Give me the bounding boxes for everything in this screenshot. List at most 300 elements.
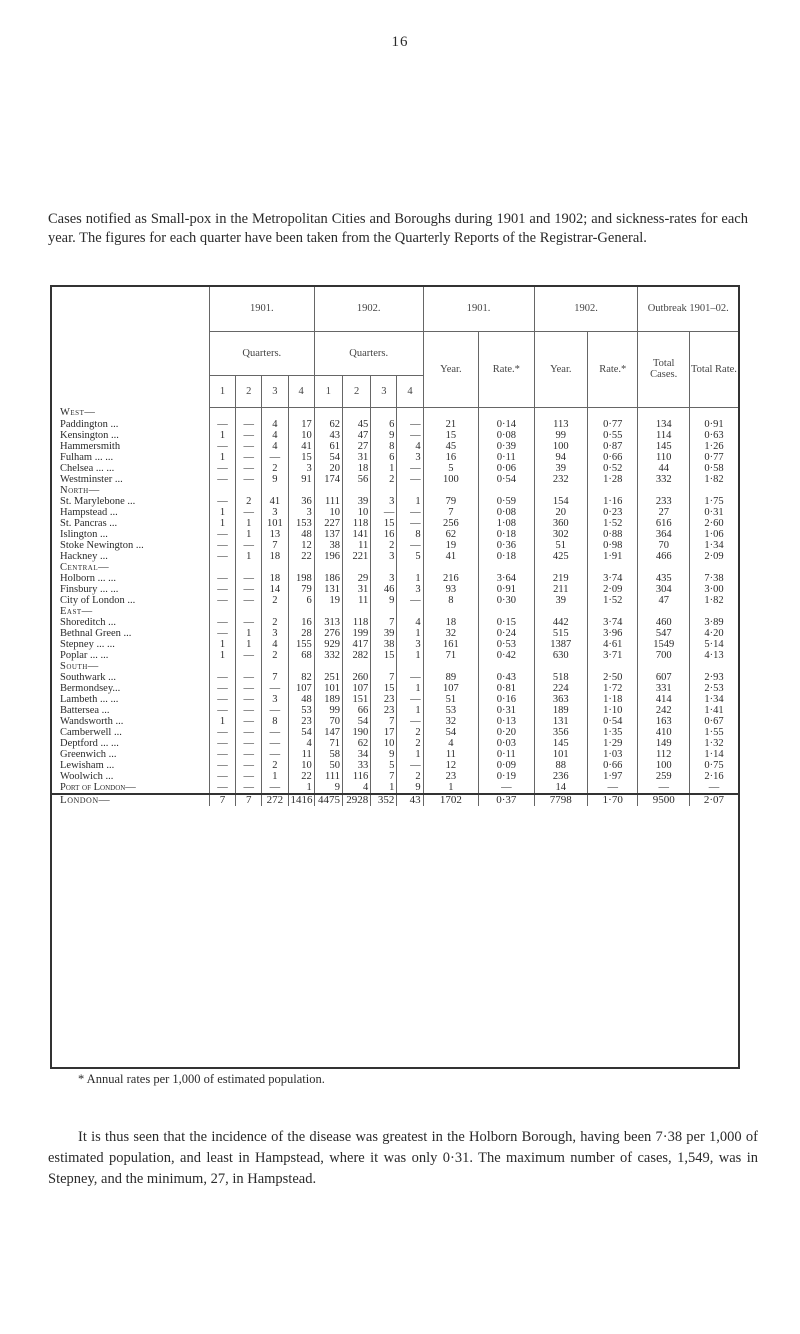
table-cell: 1·91 — [588, 551, 638, 562]
table-cell: 0·52 — [588, 463, 638, 474]
table-cell: 2·09 — [588, 584, 638, 595]
table-cell: 4 — [423, 738, 478, 749]
table-cell: 19 — [314, 595, 342, 606]
table-cell: — — [209, 672, 235, 683]
section-header-row — [52, 562, 738, 573]
table-cell: 53 — [423, 705, 478, 716]
table-cell — [209, 485, 235, 496]
table-cell: 39 — [534, 463, 587, 474]
table-cell: — — [397, 463, 423, 474]
table-cell: 89 — [423, 672, 478, 683]
table-cell: 1 — [209, 650, 235, 661]
table-cell: 58 — [314, 749, 342, 760]
table-cell: 1549 — [638, 639, 689, 650]
table-cell: 547 — [638, 628, 689, 639]
table-cell: 0·42 — [479, 650, 534, 661]
table-cell: 0·13 — [479, 716, 534, 727]
table-cell: 66 — [342, 705, 370, 716]
table-cell: 0·75 — [689, 760, 738, 771]
table-cell: — — [209, 463, 235, 474]
table-cell: 7 — [371, 672, 397, 683]
table-cell — [689, 606, 738, 617]
table-cell: 9 — [314, 782, 342, 794]
table-cell: 0·37 — [479, 794, 534, 806]
table-cell: — — [236, 716, 262, 727]
header-total-cases: Total Cases. — [638, 331, 689, 407]
table-cell: 0·24 — [479, 628, 534, 639]
table-cell: — — [236, 441, 262, 452]
table-cell: — — [588, 782, 638, 794]
table-cell: 1·70 — [588, 794, 638, 806]
district-name: Greenwich ... — [60, 748, 117, 760]
table-cell: 12 — [423, 760, 478, 771]
table-cell — [371, 562, 397, 573]
smallpox-table — [50, 285, 740, 1069]
table-row — [52, 639, 738, 650]
table-cell: 0·91 — [479, 584, 534, 595]
table-cell: 414 — [638, 694, 689, 705]
table-cell: 47 — [638, 595, 689, 606]
table-cell: 256 — [423, 518, 478, 529]
table-cell: 47 — [342, 430, 370, 441]
table-cell: 1 — [209, 452, 235, 463]
table-cell — [236, 407, 262, 419]
table-cell — [534, 485, 587, 496]
table-cell: 189 — [534, 705, 587, 716]
table-cell: 3 — [397, 452, 423, 463]
table-cell: 22 — [288, 551, 314, 562]
table-cell: 276 — [314, 628, 342, 639]
table-cell: 929 — [314, 639, 342, 650]
table-cell: 3 — [397, 639, 423, 650]
table-cell: 3 — [397, 584, 423, 595]
table-cell — [397, 485, 423, 496]
header-q4-1901: 4 — [288, 375, 314, 407]
table-cell: 163 — [638, 716, 689, 727]
table-cell: 189 — [314, 694, 342, 705]
table-cell: 31 — [342, 452, 370, 463]
table-row — [52, 584, 738, 595]
table-cell: 101 — [534, 749, 587, 760]
table-cell: 2 — [262, 650, 288, 661]
district-name: Hackney ... — [60, 550, 108, 562]
table-cell: 0·16 — [479, 694, 534, 705]
table-cell — [288, 606, 314, 617]
table-row — [52, 518, 738, 529]
district-name: Hammersmith — [60, 440, 121, 452]
district-name: Kensington ... — [60, 429, 119, 441]
table-row — [52, 771, 738, 782]
table-cell: 91 — [288, 474, 314, 485]
table-cell: 11 — [423, 749, 478, 760]
table-cell: 6 — [288, 595, 314, 606]
district-name: Port of London— — [60, 781, 136, 793]
table-cell: 10 — [371, 738, 397, 749]
table-cell: 1·28 — [588, 474, 638, 485]
table-cell — [262, 562, 288, 573]
table-cell: 88 — [534, 760, 587, 771]
table-cell: 1 — [236, 639, 262, 650]
table-cell: 4·20 — [689, 628, 738, 639]
table-cell: 8 — [397, 529, 423, 540]
table-cell: 8 — [371, 441, 397, 452]
district-name: City of London ... — [60, 594, 136, 606]
table-cell: 3·74 — [588, 617, 638, 628]
table-cell — [479, 485, 534, 496]
table-cell: — — [479, 782, 534, 794]
table-cell: 6 — [371, 419, 397, 430]
table-cell: — — [236, 705, 262, 716]
table-cell — [397, 606, 423, 617]
table-cell: — — [236, 782, 262, 794]
table-row — [52, 551, 738, 562]
table-cell: 4 — [262, 441, 288, 452]
table-cell — [638, 407, 689, 419]
table-cell: 616 — [638, 518, 689, 529]
table-cell: 2·16 — [689, 771, 738, 782]
table-cell: 1702 — [423, 794, 478, 806]
table-cell: 147 — [314, 727, 342, 738]
table-row — [52, 496, 738, 507]
table-cell: 3·71 — [588, 650, 638, 661]
table-row — [52, 474, 738, 485]
table-cell: 46 — [371, 584, 397, 595]
table-cell: 153 — [288, 518, 314, 529]
table-cell: 16 — [423, 452, 478, 463]
table-cell: 0·66 — [588, 452, 638, 463]
table-cell: 51 — [423, 694, 478, 705]
table-cell: 221 — [342, 551, 370, 562]
header-q1-1901: 1 — [209, 375, 235, 407]
table-cell: 352 — [371, 794, 397, 806]
table-cell: 1416 — [288, 794, 314, 806]
table-cell: 363 — [534, 694, 587, 705]
district-name: Deptford ... ... — [60, 737, 119, 749]
district-name: St. Marylebone ... — [60, 495, 136, 507]
conclusion-paragraph: It is thus seen that the incidence of the disease was greatest in the Holborn Borough, having been 7·38 per 1,000 of estimated population, and least in Hampstead, where it was only 0·31. The maximum number of cases, 1,549, was in Stepney, and the minimum, 27, in Hampstead. — [48, 1129, 758, 1187]
table-cell: 3·96 — [588, 628, 638, 639]
table-cell: 0·67 — [689, 716, 738, 727]
table-cell: 1·97 — [588, 771, 638, 782]
table-cell: 360 — [534, 518, 587, 529]
table-cell: 1·10 — [588, 705, 638, 716]
table-cell: 174 — [314, 474, 342, 485]
table-cell: 0·87 — [588, 441, 638, 452]
table-cell: — — [638, 782, 689, 794]
table-cell: 161 — [423, 639, 478, 650]
table-cell: 4 — [288, 738, 314, 749]
district-name: Bethnal Green ... — [60, 627, 132, 639]
table-cell: 50 — [314, 760, 342, 771]
table-cell: — — [236, 584, 262, 595]
table-cell — [371, 485, 397, 496]
table-cell: — — [262, 782, 288, 794]
table-cell: 251 — [314, 672, 342, 683]
table-cell: 1·82 — [689, 595, 738, 606]
table-cell: 2·50 — [588, 672, 638, 683]
table-cell — [314, 562, 342, 573]
table-cell: 2 — [262, 617, 288, 628]
table-cell: 3 — [371, 573, 397, 584]
table-cell: 15 — [371, 650, 397, 661]
table-cell — [262, 407, 288, 419]
table-cell: 39 — [371, 628, 397, 639]
table-cell: 29 — [342, 573, 370, 584]
table-cell: 9 — [371, 430, 397, 441]
table-cell: 111 — [314, 496, 342, 507]
table-cell: 71 — [314, 738, 342, 749]
table-cell: 93 — [423, 584, 478, 595]
table-cell — [209, 407, 235, 419]
table-cell: 3·00 — [689, 584, 738, 595]
table-cell: 9 — [397, 782, 423, 794]
table-cell: 3·64 — [479, 573, 534, 584]
table-cell: 313 — [314, 617, 342, 628]
table-cell: — — [397, 430, 423, 441]
table-cell: 0·91 — [689, 419, 738, 430]
table-cell: 11 — [342, 540, 370, 551]
table-row — [52, 628, 738, 639]
table-cell: 0·18 — [479, 551, 534, 562]
table-row — [52, 650, 738, 661]
table-cell: 2 — [371, 540, 397, 551]
table-cell: — — [397, 716, 423, 727]
table-cell: 45 — [423, 441, 478, 452]
table-row — [52, 507, 738, 518]
table-cell: 518 — [534, 672, 587, 683]
table-cell: 71 — [423, 650, 478, 661]
table-cell: 2 — [397, 738, 423, 749]
table-cell: 0·20 — [479, 727, 534, 738]
table-cell — [342, 661, 370, 672]
table-row — [52, 529, 738, 540]
table-cell: — — [397, 595, 423, 606]
table-cell: — — [209, 760, 235, 771]
table-cell — [342, 606, 370, 617]
table-cell: 1·41 — [689, 705, 738, 716]
table-cell: 7798 — [534, 794, 587, 806]
table-cell: 1 — [288, 782, 314, 794]
table-cell: 3 — [262, 507, 288, 518]
table-cell: 145 — [638, 441, 689, 452]
table-cell: 111 — [314, 771, 342, 782]
table-cell — [236, 562, 262, 573]
table-cell: 19 — [423, 540, 478, 551]
table-cell: 14 — [262, 584, 288, 595]
district-name: Central— — [60, 561, 110, 573]
table-cell: 1·06 — [689, 529, 738, 540]
table-cell: 0·98 — [588, 540, 638, 551]
table-cell — [314, 661, 342, 672]
table-cell: 2 — [262, 463, 288, 474]
header-year-1902: Year. — [534, 331, 587, 407]
district-header — [52, 287, 209, 407]
table-cell: — — [236, 727, 262, 738]
table-cell: 0·15 — [479, 617, 534, 628]
table-cell: 466 — [638, 551, 689, 562]
table-row — [52, 573, 738, 584]
district-name: Stoke Newington ... — [60, 539, 144, 551]
table-cell: 1 — [397, 496, 423, 507]
header-year-1901: Year. — [423, 331, 478, 407]
table-cell: 0·77 — [588, 419, 638, 430]
table-cell: 7 — [262, 540, 288, 551]
table-cell: 20 — [314, 463, 342, 474]
table-cell: 54 — [314, 452, 342, 463]
table-cell: 0·18 — [479, 529, 534, 540]
table-body — [52, 407, 738, 806]
table-cell: 0·63 — [689, 430, 738, 441]
table-row — [52, 760, 738, 771]
table-cell: 5 — [371, 760, 397, 771]
table-cell: — — [689, 782, 738, 794]
table-cell: 232 — [534, 474, 587, 485]
table-cell: 23 — [371, 694, 397, 705]
table-cell — [689, 485, 738, 496]
table-cell: 15 — [371, 518, 397, 529]
table-row — [52, 540, 738, 551]
table-cell: 1 — [209, 639, 235, 650]
table-cell: 332 — [314, 650, 342, 661]
district-name: Lewisham ... — [60, 759, 115, 771]
table-cell: 9 — [262, 474, 288, 485]
table-cell: 22 — [288, 771, 314, 782]
table-cell: 38 — [314, 540, 342, 551]
table-cell: 79 — [288, 584, 314, 595]
table-cell — [638, 562, 689, 573]
header-outbreak: Outbreak 1901–02. — [638, 287, 738, 331]
table-cell: 9 — [371, 749, 397, 760]
table-cell: 0·39 — [479, 441, 534, 452]
table-cell: — — [209, 595, 235, 606]
table-cell: — — [397, 540, 423, 551]
table-cell — [689, 407, 738, 419]
district-name: Stepney ... ... — [60, 638, 115, 650]
table-cell — [371, 606, 397, 617]
table-row — [52, 672, 738, 683]
table-cell: 0·19 — [479, 771, 534, 782]
table-cell: — — [209, 727, 235, 738]
district-name: Southwark ... — [60, 671, 116, 683]
header-quarters-1901: Quarters. — [209, 331, 314, 375]
table-cell: 8 — [423, 595, 478, 606]
table-cell: 272 — [262, 794, 288, 806]
header-rate-1902: Rate.* — [588, 331, 638, 407]
intro-paragraph: Cases notified as Small-pox in the Metropolitan Cities and Boroughs during 1901 and 1902; and sickness-rates for each year. The figures for each quarter have been taken from the Quarterly Reports of the Registrar-General. — [48, 211, 748, 246]
table-cell: 1·75 — [689, 496, 738, 507]
table-cell: 11 — [288, 749, 314, 760]
table-cell: 79 — [423, 496, 478, 507]
table-cell: — — [236, 474, 262, 485]
table-cell: — — [209, 496, 235, 507]
port-of-london-row — [52, 782, 738, 794]
table-cell — [534, 606, 587, 617]
table-cell: 155 — [288, 639, 314, 650]
table-cell — [588, 407, 638, 419]
table-cell: 8 — [262, 716, 288, 727]
table-cell: 0·30 — [479, 595, 534, 606]
district-name: North— — [60, 484, 100, 496]
table-cell: 1 — [236, 518, 262, 529]
table-cell — [423, 485, 478, 496]
table-cell: 0·06 — [479, 463, 534, 474]
table-cell: — — [397, 518, 423, 529]
table-cell: 114 — [638, 430, 689, 441]
district-name: Chelsea ... ... — [60, 462, 115, 474]
table-cell: 0·11 — [479, 749, 534, 760]
table-cell: 7 — [371, 716, 397, 727]
table-row — [52, 749, 738, 760]
section-header-row — [52, 606, 738, 617]
table-cell: — — [209, 749, 235, 760]
table-cell — [479, 661, 534, 672]
table-cell: 112 — [638, 749, 689, 760]
table-cell — [588, 661, 638, 672]
table-cell: 149 — [638, 738, 689, 749]
table-cell: 4 — [262, 430, 288, 441]
table-row — [52, 419, 738, 430]
table-cell: 53 — [288, 705, 314, 716]
table-cell: 227 — [314, 518, 342, 529]
table-cell: 116 — [342, 771, 370, 782]
table-cell: 1·55 — [689, 727, 738, 738]
table-cell: 15 — [371, 683, 397, 694]
table-cell: 630 — [534, 650, 587, 661]
table-cell: 4·13 — [689, 650, 738, 661]
table-cell: 54 — [342, 716, 370, 727]
table-cell: 100 — [534, 441, 587, 452]
district-name: South— — [60, 660, 99, 672]
district-name: Poplar ... ... — [60, 649, 109, 661]
table-cell: 51 — [534, 540, 587, 551]
table-cell: 1 — [209, 518, 235, 529]
table-cell — [288, 562, 314, 573]
table-cell: 10 — [314, 507, 342, 518]
table-cell: 0·09 — [479, 760, 534, 771]
table-cell: 425 — [534, 551, 587, 562]
table-cell: — — [236, 738, 262, 749]
table-cell: — — [236, 650, 262, 661]
table-cell: — — [262, 683, 288, 694]
table-cell: 41 — [288, 441, 314, 452]
table-cell: 101 — [314, 683, 342, 694]
table-cell — [342, 407, 370, 419]
table-cell: 1 — [262, 771, 288, 782]
header-q3-1901: 3 — [262, 375, 288, 407]
table-cell — [288, 661, 314, 672]
table-cell: 0·66 — [588, 760, 638, 771]
table-cell: 99 — [314, 705, 342, 716]
table-cell: 2·60 — [689, 518, 738, 529]
table-cell: 1·52 — [588, 518, 638, 529]
table-cell: 2928 — [342, 794, 370, 806]
header-q1-1902: 1 — [314, 375, 342, 407]
table-cell: 0·43 — [479, 672, 534, 683]
table-cell: 6 — [371, 452, 397, 463]
table-cell: 151 — [342, 694, 370, 705]
table-cell: 13 — [262, 529, 288, 540]
table-cell: 118 — [342, 617, 370, 628]
table-cell: — — [262, 452, 288, 463]
table-cell: 0·88 — [588, 529, 638, 540]
table-cell — [588, 562, 638, 573]
district-name: Fulham ... ... — [60, 451, 114, 463]
table-cell: 10 — [288, 760, 314, 771]
table-cell: 1 — [397, 573, 423, 584]
table-cell: — — [209, 540, 235, 551]
london-total-row — [52, 794, 738, 806]
table-cell: 199 — [342, 628, 370, 639]
